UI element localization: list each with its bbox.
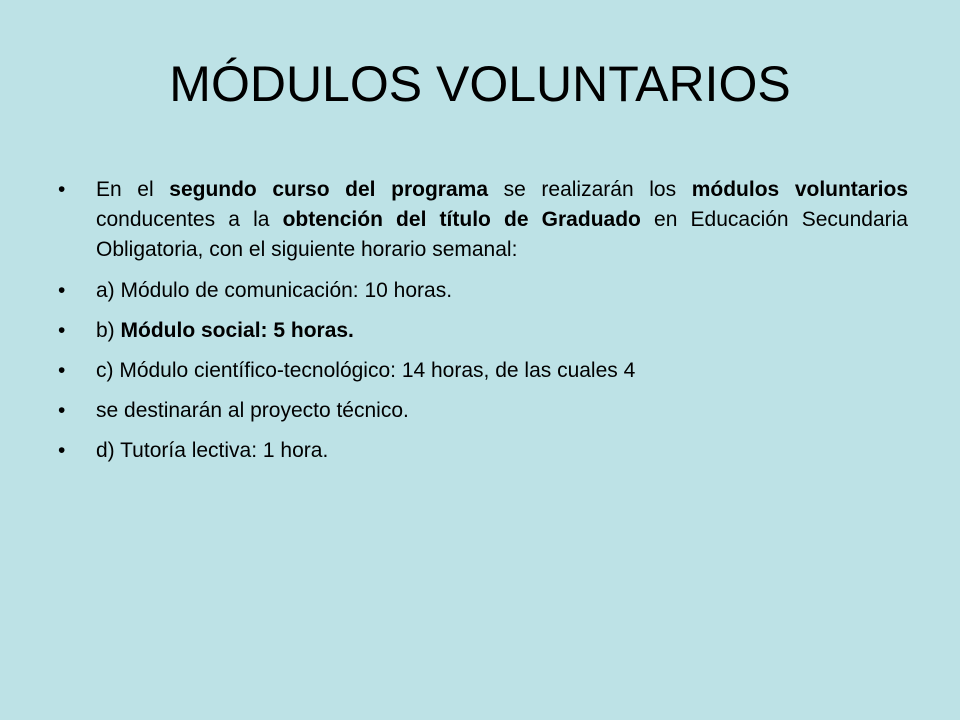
item-b-prefix: b) [96, 319, 121, 342]
item-d-text: d) Tutoría lectiva: 1 hora. [96, 439, 329, 462]
bullet-item-d [58, 436, 908, 466]
bullet-item-b [58, 316, 908, 346]
intro-text: En el segundo curso del programa se realizarán los módulos voluntarios conducentes a la obtención del título de Graduado en Educación Secundaria Obligatoria, con el siguiente horario semanal: [96, 178, 908, 261]
bullet-item-a [58, 276, 908, 306]
item-b-bold-text: Módulo social: 5 horas. [120, 319, 354, 342]
bullet-icon: • [58, 439, 66, 462]
item-c-text: c) Módulo científico-tecnológico: 14 horas, de las cuales 4 [96, 359, 636, 382]
bullet-icon: • [58, 279, 66, 302]
bullet-item-intro [58, 175, 908, 265]
bullet-icon: • [58, 178, 66, 201]
item-a-text: a) Módulo de comunicación: 10 horas. [96, 279, 453, 302]
slide-title: MÓDULOS VOLUNTARIOS [169, 56, 791, 112]
slide-content [58, 175, 908, 476]
item-c-continued-text: se destinarán al proyecto técnico. [96, 399, 409, 422]
bullet-icon: • [58, 319, 66, 342]
bullet-icon: • [58, 399, 66, 422]
bullet-item-c [58, 356, 908, 386]
bullet-icon: • [58, 359, 66, 382]
bullet-item-c-continued [58, 396, 908, 426]
